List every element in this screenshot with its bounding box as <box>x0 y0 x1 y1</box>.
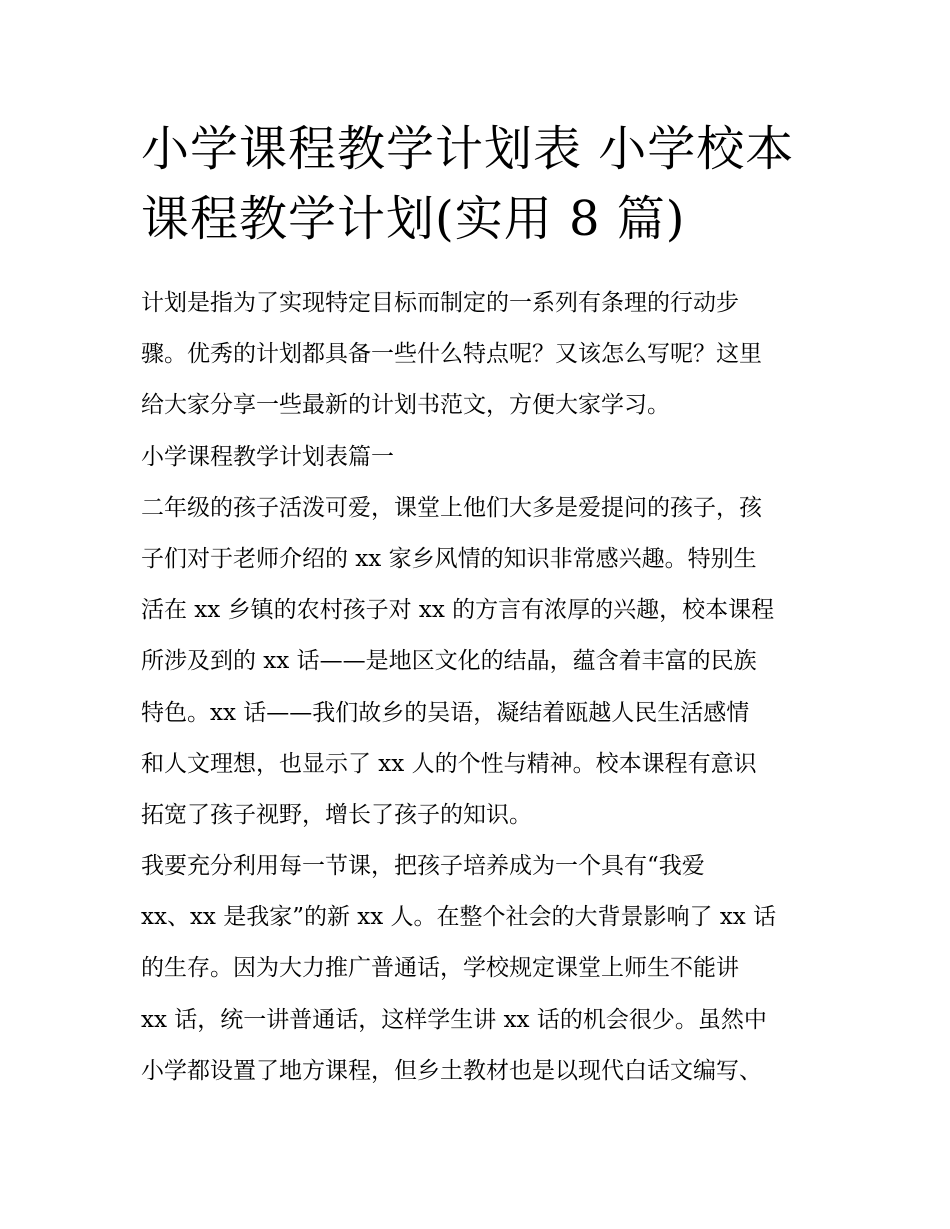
body-line: 特色。xx 话——我们故乡的吴语，凝结着瓯越人民生活感情 <box>141 699 750 726</box>
body-line: 子们对于老师介绍的 xx 家乡风情的知识非常感兴趣。特别生 <box>141 545 757 572</box>
document-body <box>141 278 821 1097</box>
body-line: 计划是指为了实现特定目标而制定的一系列有条理的行动步 <box>141 290 739 316</box>
body-line: 拓宽了孩子视野，增长了孩子的知识。 <box>141 801 532 828</box>
title-line-1: 小学课程教学计划表 小学校本 <box>141 121 795 177</box>
body-line: 我要充分利用每一节课，把孩子培养成为一个具有“我爱 <box>141 853 705 880</box>
section-heading: 小学课程教学计划表篇一 <box>141 443 394 470</box>
body-line: 所涉及到的 xx 话——是地区文化的结晶，蕴含着丰富的民族 <box>141 648 757 675</box>
title-line-2: 课程教学计划(实用 8 篇) <box>141 191 686 247</box>
body-line: 给大家分享一些最新的计划书范文，方便大家学习。 <box>141 392 670 419</box>
body-line: 和人文理想，也显示了 xx 人的个性与精神。校本课程有意识 <box>141 750 757 777</box>
document-title <box>141 114 821 254</box>
body-line: 的生存。因为大力推广普通话，学校规定课堂上师生不能讲 <box>141 955 739 982</box>
body-line: xx 话，统一讲普通话，这样学生讲 xx 话的机会很少。虽然中 <box>141 1006 767 1033</box>
body-line: 活在 xx 乡镇的农村孩子对 xx 的方言有浓厚的兴趣，校本课程 <box>141 597 775 624</box>
body-line: 骤。优秀的计划都具备一些什么特点呢？又该怎么写呢？这里 <box>141 341 762 368</box>
body-line: xx、xx 是我家”的新 xx 人。在整个社会的大背景影响了 xx 话 <box>141 904 777 931</box>
body-line: 小学都设置了地方课程，但乡土教材也是以现代白话文编写、 <box>141 1057 762 1084</box>
body-line: 二年级的孩子活泼可爱，课堂上他们大多是爱提问的孩子，孩 <box>141 494 762 521</box>
